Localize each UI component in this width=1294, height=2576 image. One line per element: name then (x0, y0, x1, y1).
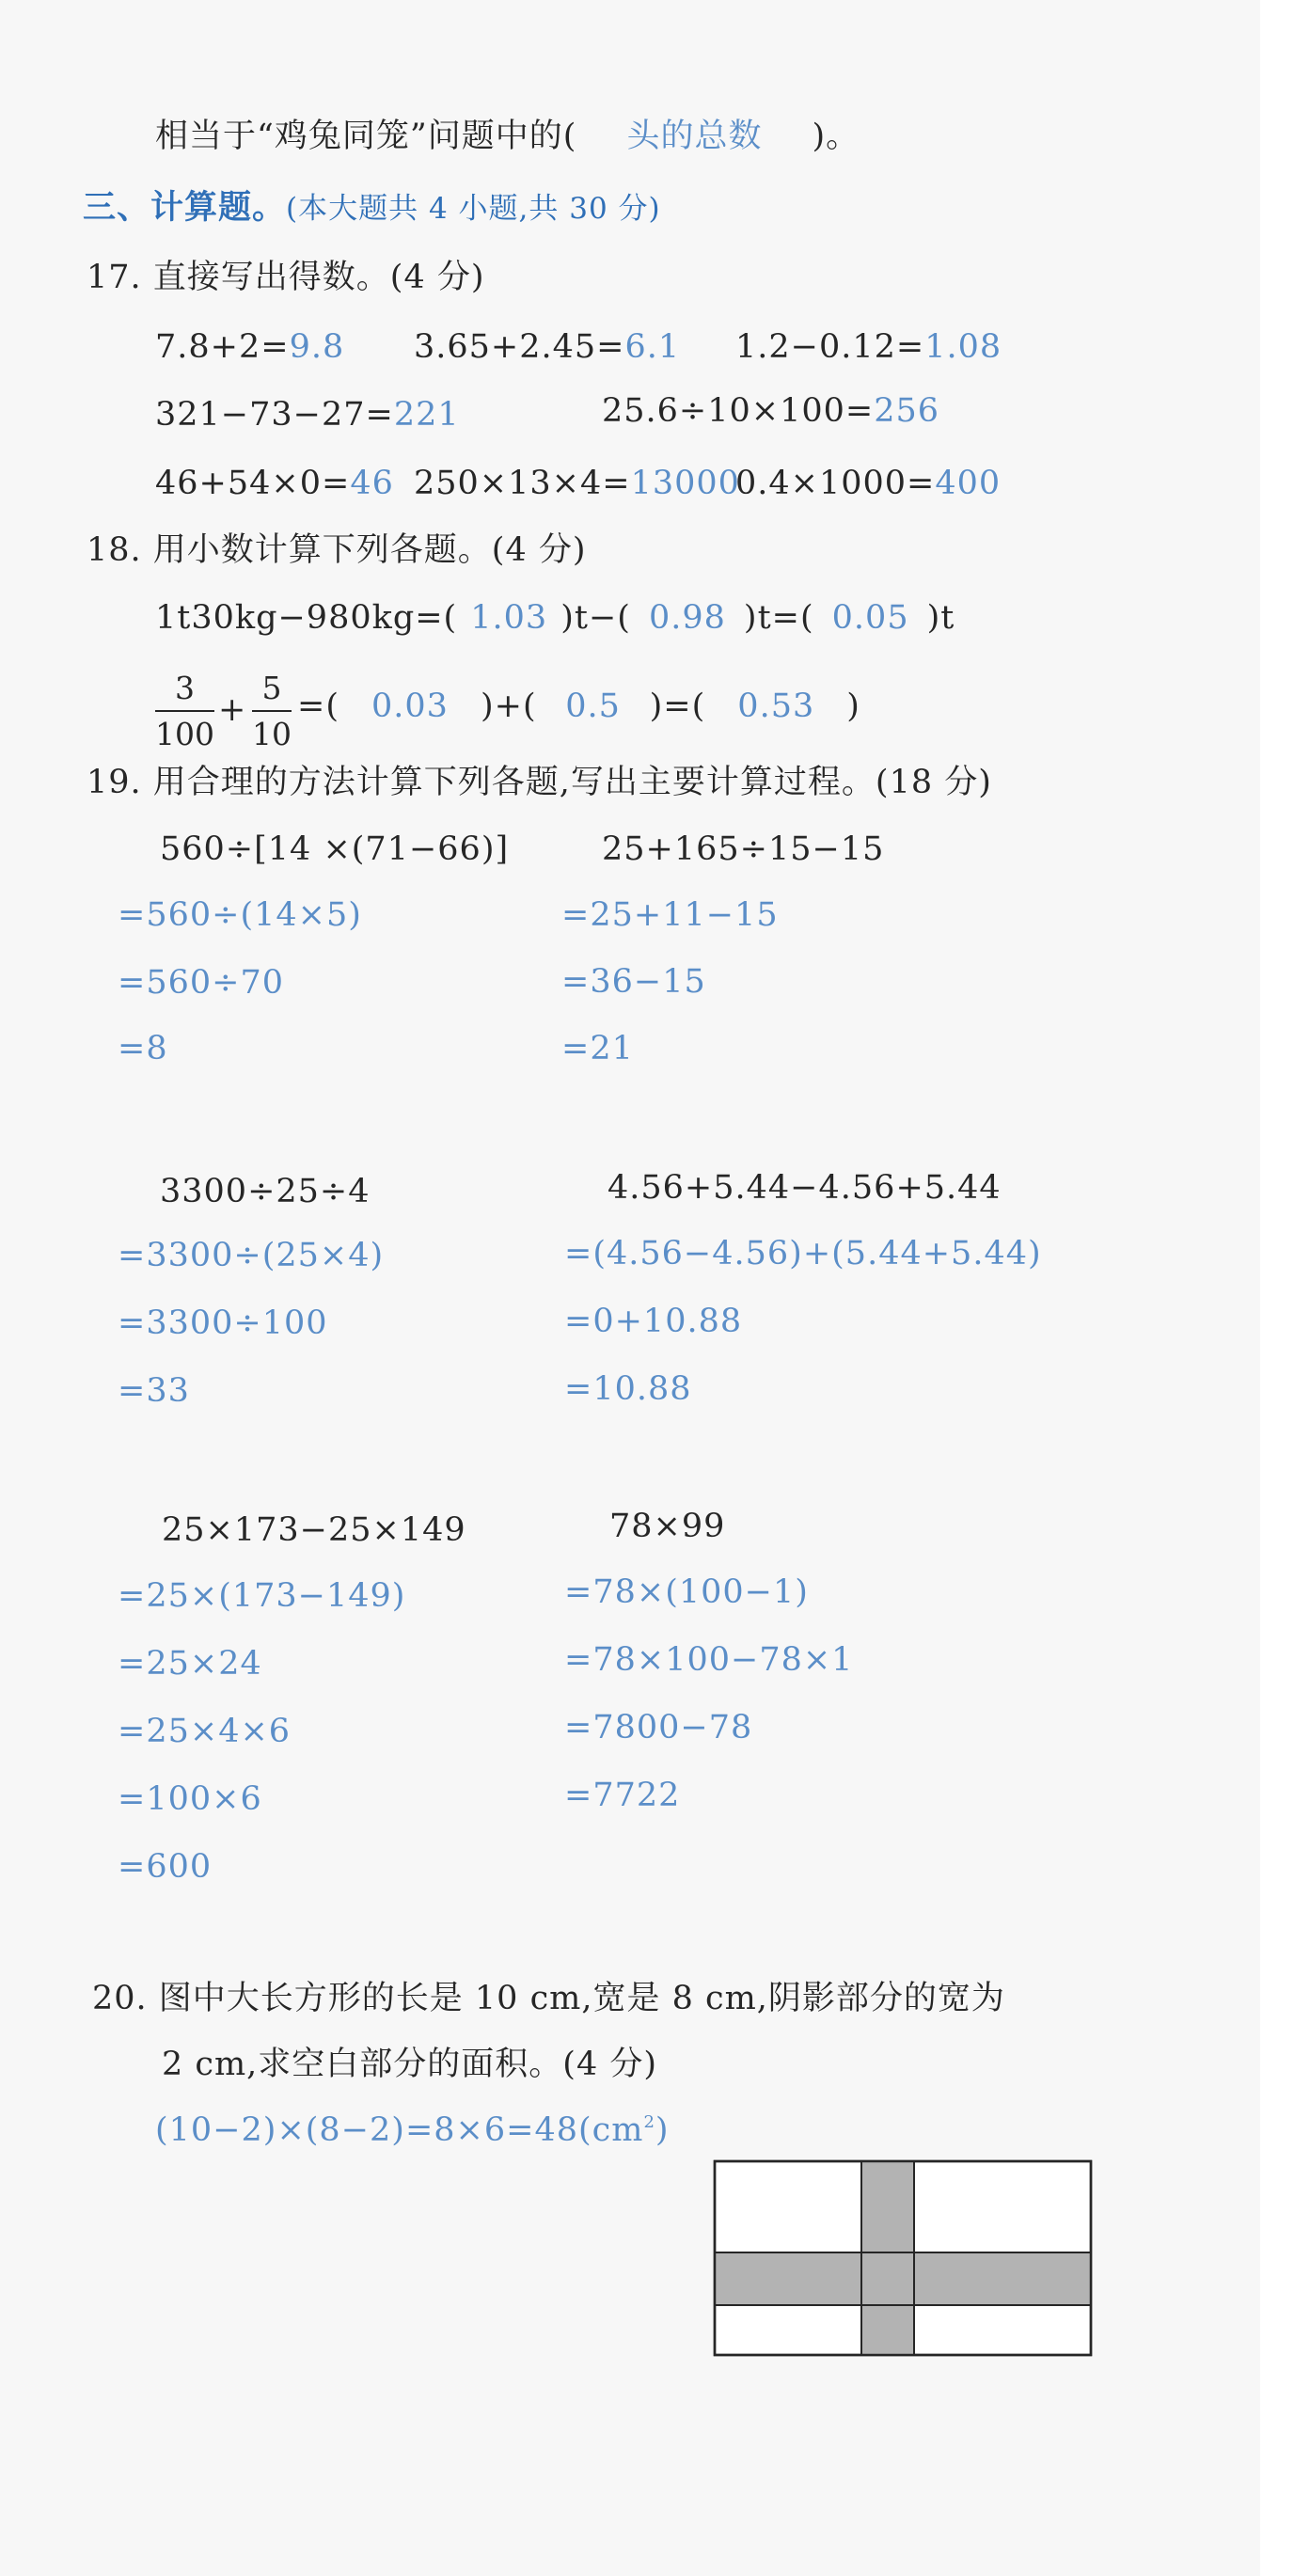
q17-item-8: 0.4×1000=400 (735, 465, 1002, 502)
q20-line1: 20. 图中大长方形的长是 10 cm,宽是 8 cm,阴影部分的宽为 (92, 1980, 1005, 2017)
section-title: 三、计算题。 (83, 188, 287, 227)
q18-heading: 18. 用小数计算下列各题。(4 分) (87, 531, 587, 569)
q19-problem-1-step: =560÷70 (118, 964, 284, 1002)
fraction-3-100: 3 100 (155, 670, 214, 752)
q19-problem-4-expr: 4.56+5.44−4.56+5.44 (608, 1169, 1002, 1207)
intro-text (155, 120, 860, 153)
q20-line2: 2 cm,求空白部分的面积。(4 分) (162, 2046, 658, 2083)
q17-item-7: 250×13×4=13000 (414, 465, 740, 502)
q19-problem-6-step: =7722 (564, 1777, 681, 1814)
q19-problem-2-step: =36−15 (561, 963, 706, 1001)
horizontal-shaded-strip (715, 2252, 1091, 2305)
q17-item-1: 7.8+2=9.8 (155, 328, 345, 366)
q19-problem-5-step: =25×(173−149) (118, 1577, 406, 1615)
q19-problem-5-step: =25×24 (118, 1645, 262, 1683)
q17-item-2: 3.65+2.45=6.1 (414, 328, 681, 366)
q19-problem-4-step: =(4.56−4.56)+(5.44+5.44) (564, 1235, 1042, 1272)
q19-problem-4-step: =10.88 (564, 1370, 692, 1408)
q19-problem-3-step: =33 (118, 1372, 190, 1410)
q17-item-4: 321−73−27=221 (155, 396, 460, 434)
section-note: (本大题共 4 小题,共 30 分) (286, 192, 661, 226)
intro-prefix: 相当于“鸡兔同笼”问题中的( (155, 118, 577, 155)
q19-problem-1-step: =560÷(14×5) (118, 896, 362, 934)
q17-item-3: 1.2−0.12=1.08 (735, 328, 1002, 366)
q19-problem-5-step: =600 (118, 1848, 213, 1886)
q19-problem-5-step: =25×4×6 (118, 1713, 292, 1750)
rectangle-diagram (713, 2159, 1108, 2366)
section-header (83, 188, 661, 227)
q19-problem-5-step: =100×6 (118, 1780, 262, 1818)
fraction-5-10: 5 10 (252, 670, 292, 752)
q17-heading: 17. 直接写出得数。(4 分) (87, 259, 485, 296)
q19-problem-5-expr: 25×173−25×149 (162, 1511, 466, 1549)
q19-problem-1-expr: 560÷[14 ×(71−66)] (160, 830, 510, 868)
q19-problem-2-step: =21 (561, 1030, 634, 1067)
intro-answer: 头的总数 (626, 118, 763, 155)
q19-problem-6-expr: 78×99 (609, 1508, 726, 1545)
intro-suffix: )。 (812, 118, 860, 155)
q19-problem-2-expr: 25+165÷15−15 (602, 830, 885, 868)
q17-item-6: 46+54×0=46 (155, 465, 394, 502)
q19-problem-3-step: =3300÷100 (118, 1304, 328, 1342)
q19-problem-6-step: =7800−78 (564, 1709, 753, 1746)
q19-problem-3-expr: 3300÷25÷4 (160, 1173, 371, 1210)
q19-problem-6-step: =78×(100−1) (564, 1573, 809, 1611)
q19-problem-1-step: =8 (118, 1030, 168, 1067)
q19-problem-4-step: =0+10.88 (564, 1303, 743, 1340)
q20-answer: $(10-2)\times(8-2)=8\times 6=48(cm^2)$ (155, 2111, 670, 2149)
q18-line1: 1t30kg−980kg=( 1.03 )t−( 0.98 )t=( 0.05 )t (155, 599, 955, 637)
plus-sign: + (218, 691, 247, 729)
q19-problem-2-step: =25+11−15 (561, 896, 779, 934)
q19-problem-3-step: =3300÷(25×4) (118, 1237, 385, 1274)
q19-problem-6-step: =78×100−78×1 (564, 1641, 854, 1679)
q17-item-5: 25.6÷10×100=256 (602, 392, 940, 430)
q19-heading: 19. 用合理的方法计算下列各题,写出主要计算过程。(18 分) (87, 764, 992, 801)
q18-line2-rest: =( 0.03 )+( 0.5 )=( 0.53 ) (297, 687, 860, 725)
